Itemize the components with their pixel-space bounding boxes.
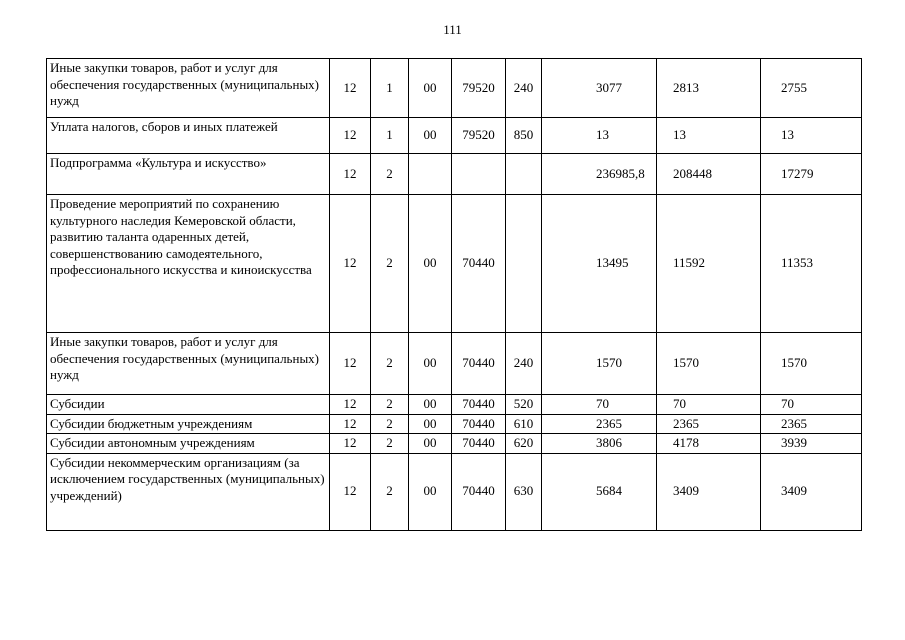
cell-value-1: 13495: [542, 195, 657, 333]
cell-value-2: 1570: [657, 333, 761, 395]
cell-value-1: 3077: [542, 59, 657, 118]
cell-expense-type: [506, 195, 542, 333]
cell-target-article: 70440: [452, 195, 506, 333]
cell-value-3: 17279: [761, 154, 862, 195]
cell-section: 12: [330, 195, 371, 333]
cell-program: 00: [409, 434, 452, 454]
cell-subsection: 2: [371, 434, 409, 454]
cell-value-3: 3409: [761, 453, 862, 530]
cell-value-2: 4178: [657, 434, 761, 454]
cell-subsection: 2: [371, 333, 409, 395]
cell-subsection: 2: [371, 395, 409, 415]
cell-subsection: 1: [371, 118, 409, 154]
cell-value-3: 11353: [761, 195, 862, 333]
cell-value-1: 1570: [542, 333, 657, 395]
cell-subsection: 1: [371, 59, 409, 118]
cell-expense-type: 520: [506, 395, 542, 415]
table-row: [47, 453, 862, 530]
cell-section: 12: [330, 414, 371, 434]
cell-value-1: 13: [542, 118, 657, 154]
cell-target-article: 79520: [452, 118, 506, 154]
cell-target-article: 79520: [452, 59, 506, 118]
cell-program: 00: [409, 59, 452, 118]
cell-value-3: 2755: [761, 59, 862, 118]
cell-value-3: 1570: [761, 333, 862, 395]
cell-value-1: 70: [542, 395, 657, 415]
cell-subsection: 2: [371, 154, 409, 195]
budget-table: [46, 58, 862, 531]
cell-expense-type: 610: [506, 414, 542, 434]
row-name: Субсидии: [47, 395, 330, 415]
cell-expense-type: 620: [506, 434, 542, 454]
cell-expense-type: 240: [506, 59, 542, 118]
row-name: Иные закупки товаров, работ и услуг для обеспечения государственных (муниципальных) нужд: [47, 59, 330, 118]
cell-value-3: 13: [761, 118, 862, 154]
cell-program: 00: [409, 118, 452, 154]
cell-expense-type: 630: [506, 453, 542, 530]
row-name: Подпрограмма «Культура и искусство»: [47, 154, 330, 195]
cell-value-2: 13: [657, 118, 761, 154]
cell-target-article: 70440: [452, 333, 506, 395]
cell-target-article: [452, 154, 506, 195]
table-row: [47, 118, 862, 154]
table-row: [47, 59, 862, 118]
cell-value-2: 208448: [657, 154, 761, 195]
cell-value-1: 2365: [542, 414, 657, 434]
cell-expense-type: 850: [506, 118, 542, 154]
cell-expense-type: 240: [506, 333, 542, 395]
cell-target-article: 70440: [452, 434, 506, 454]
cell-section: 12: [330, 154, 371, 195]
cell-program: 00: [409, 453, 452, 530]
table-row: [47, 195, 862, 333]
cell-expense-type: [506, 154, 542, 195]
cell-value-3: 3939: [761, 434, 862, 454]
cell-value-2: 3409: [657, 453, 761, 530]
cell-section: 12: [330, 333, 371, 395]
cell-value-3: 70: [761, 395, 862, 415]
row-name: Субсидии некоммерческим организациям (за исключением государственных (муниципальных) учреждений): [47, 453, 330, 530]
cell-value-2: 2365: [657, 414, 761, 434]
cell-value-1: 236985,8: [542, 154, 657, 195]
cell-program: [409, 154, 452, 195]
cell-subsection: 2: [371, 195, 409, 333]
page-number: 111: [443, 22, 462, 37]
cell-value-2: 11592: [657, 195, 761, 333]
table-row: [47, 333, 862, 395]
cell-section: 12: [330, 118, 371, 154]
table-row: [47, 395, 862, 415]
cell-section: 12: [330, 395, 371, 415]
cell-section: 12: [330, 434, 371, 454]
table-row: [47, 414, 862, 434]
row-name: Уплата налогов, сборов и иных платежей: [47, 118, 330, 154]
row-name: Проведение мероприятий по сохранению культурного наследия Кемеровской области, развитию таланта одаренных детей, совершенствованию самодеятельного, профессионального искусства и киноискусства: [47, 195, 330, 333]
table-row: [47, 154, 862, 195]
cell-section: 12: [330, 453, 371, 530]
row-name: Иные закупки товаров, работ и услуг для обеспечения государственных (муниципальных) нужд: [47, 333, 330, 395]
cell-program: 00: [409, 333, 452, 395]
cell-program: 00: [409, 414, 452, 434]
cell-program: 00: [409, 395, 452, 415]
cell-value-2: 2813: [657, 59, 761, 118]
cell-target-article: 70440: [452, 395, 506, 415]
row-name: Субсидии бюджетным учреждениям: [47, 414, 330, 434]
cell-target-article: 70440: [452, 414, 506, 434]
cell-value-3: 2365: [761, 414, 862, 434]
row-name: Субсидии автономным учреждениям: [47, 434, 330, 454]
cell-value-2: 70: [657, 395, 761, 415]
cell-subsection: 2: [371, 453, 409, 530]
cell-value-1: 5684: [542, 453, 657, 530]
cell-target-article: 70440: [452, 453, 506, 530]
cell-subsection: 2: [371, 414, 409, 434]
table-row: [47, 434, 862, 454]
cell-section: 12: [330, 59, 371, 118]
cell-program: 00: [409, 195, 452, 333]
cell-value-1: 3806: [542, 434, 657, 454]
